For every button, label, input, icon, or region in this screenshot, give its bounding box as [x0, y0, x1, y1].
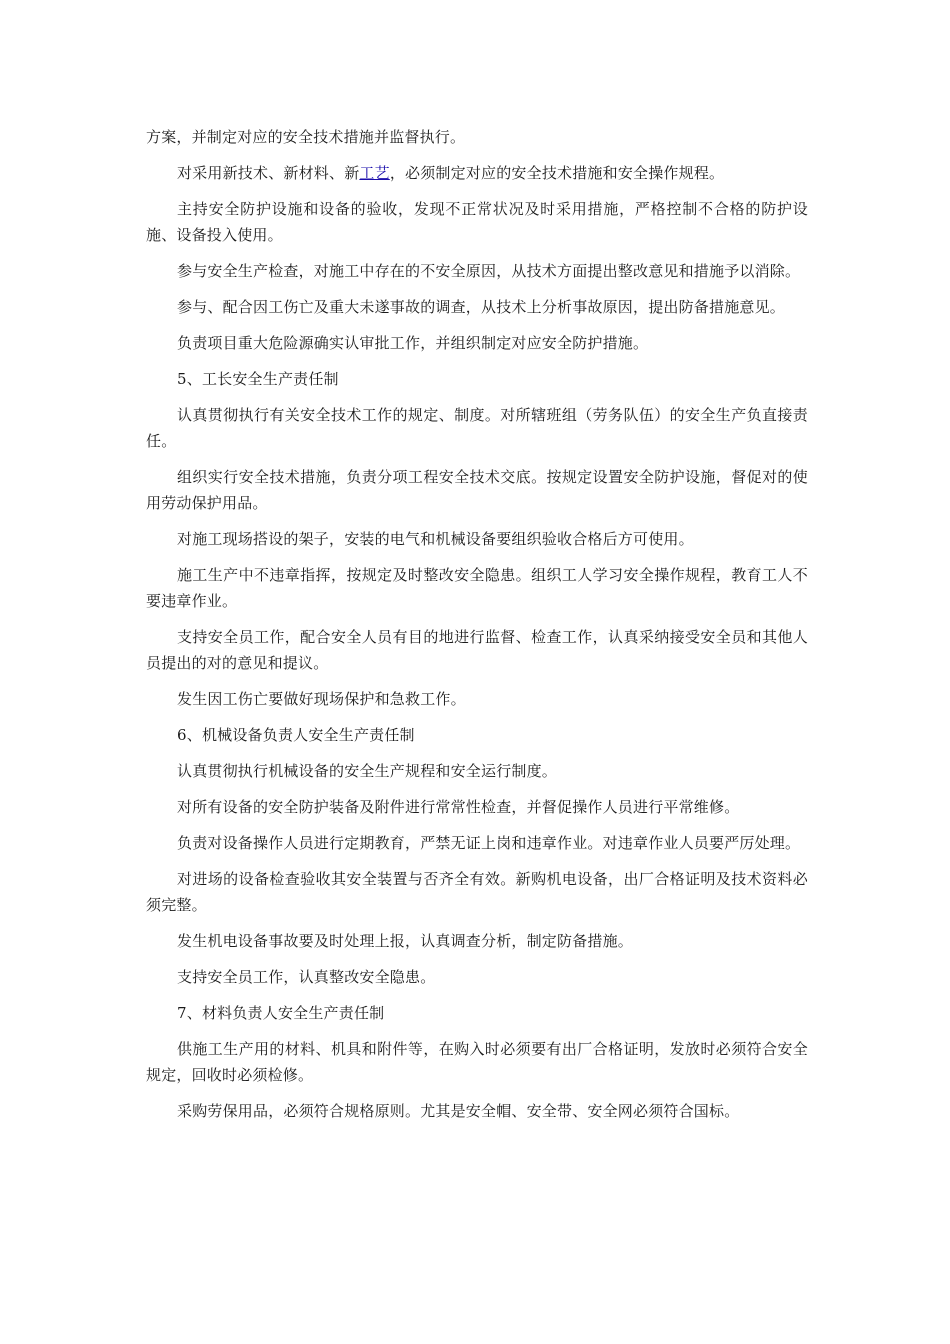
paragraph-6: 负责项目重大危险源确实认审批工作，并组织制定对应安全防护措施。	[177, 334, 649, 352]
paragraph-1: 方案，并制定对应的安全技术措施并监督执行。	[146, 128, 466, 146]
paragraph-20: 支持安全员工作，认真整改安全隐患。	[177, 968, 436, 986]
paragraph-16: 对所有设备的安全防护装备及附件进行常常性检查，并督促操作人员进行平常维修。	[177, 798, 740, 816]
paragraph-15: 认真贯彻执行机械设备的安全生产规程和安全运行制度。	[177, 762, 558, 780]
document-page	[146, 124, 808, 1134]
paragraph-5: 参与、配合因工伤亡及重大未遂事故的调查，从技术上分析事故原因，提出防备措施意见。	[177, 298, 786, 316]
paragraph-19: 发生机电设备事故要及时处理上报，认真调查分析，制定防备措施。	[177, 932, 634, 950]
paragraph-10: 对施工现场搭设的架子，安装的电气和机械设备要组织验收合格后方可使用。	[177, 530, 694, 548]
paragraph-2	[146, 160, 808, 186]
paragraph-9: 组织实行安全技术措施，负责分项工程安全技术交底。按规定设置安全防护设施，督促对的使用劳动保护用品。	[146, 468, 808, 512]
section-heading-5: 5、工长安全生产责任制	[177, 370, 339, 388]
paragraph-2-before: 对采用新技术、新材料、新	[177, 164, 360, 182]
paragraph-23: 采购劳保用品，必须符合规格原则。尤其是安全帽、安全带、安全网必须符合国标。	[177, 1102, 740, 1120]
paragraph-2-after: ，必须制定对应的安全技术措施和安全操作规程。	[389, 164, 725, 182]
paragraph-12: 支持安全员工作，配合安全人员有目的地进行监督、检查工作，认真采纳接受安全员和其他人员提出的对的意见和提议。	[146, 628, 808, 672]
paragraph-8: 认真贯彻执行有关安全技术工作的规定、制度。对所辖班组（劳务队伍）的安全生产负直接责任。	[146, 406, 808, 450]
paragraph-11: 施工生产中不违章指挥，按规定及时整改安全隐患。组织工人学习安全操作规程，教育工人不要违章作业。	[146, 566, 808, 610]
paragraph-13: 发生因工伤亡要做好现场保护和急救工作。	[177, 690, 466, 708]
paragraph-3: 主持安全防护设施和设备的验收，发现不正常状况及时采用措施，严格控制不合格的防护设施、设备投入使用。	[146, 200, 808, 244]
paragraph-17: 负责对设备操作人员进行定期教育，严禁无证上岗和违章作业。对违章作业人员要严厉处理。	[177, 834, 801, 852]
section-heading-7: 7、材料负责人安全生产责任制	[177, 1004, 385, 1022]
paragraph-22: 供施工生产用的材料、机具和附件等，在购入时必须要有出厂合格证明，发放时必须符合安全规定，回收时必须检修。	[146, 1040, 808, 1084]
section-heading-6: 6、机械设备负责人安全生产责任制	[177, 726, 415, 744]
paragraph-18: 对进场的设备检查验收其安全装置与否齐全有效。新购机电设备，出厂合格证明及技术资料必须完整。	[146, 870, 808, 914]
gongyi-link[interactable]: 工艺	[359, 164, 390, 182]
paragraph-4: 参与安全生产检查，对施工中存在的不安全原因，从技术方面提出整改意见和措施予以消除。	[177, 262, 801, 280]
